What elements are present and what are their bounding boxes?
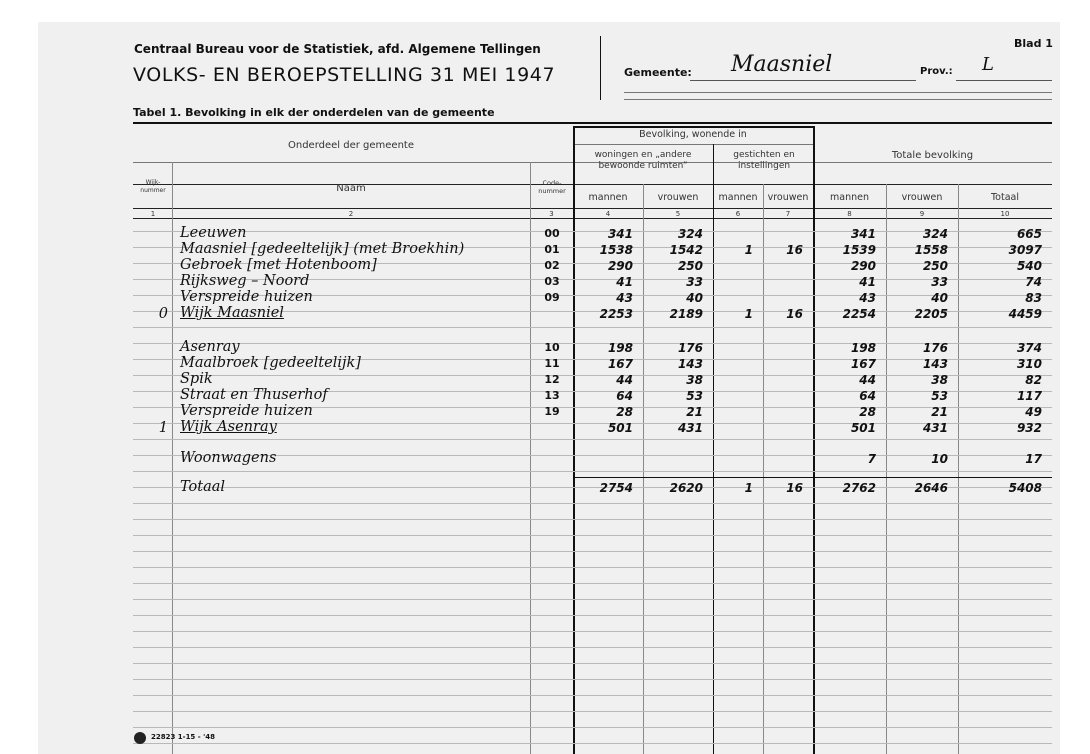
cell-wm: 2253 bbox=[599, 307, 633, 321]
cell-tt: 49 bbox=[1025, 405, 1042, 419]
colnum-bottom-line bbox=[133, 218, 1052, 219]
cell-naam: Rijksweg – Noord bbox=[180, 273, 310, 289]
cell-tm: 2254 bbox=[842, 307, 876, 321]
header-gv: vrouwen bbox=[767, 192, 809, 203]
vline-naam bbox=[530, 162, 531, 754]
colnum-4: 4 bbox=[605, 210, 611, 218]
gemeente-line bbox=[690, 80, 916, 81]
cell-wm: 64 bbox=[616, 389, 633, 403]
cell-tt: 665 bbox=[1016, 227, 1042, 241]
header-tm: mannen bbox=[830, 192, 869, 203]
cell-tt: 4459 bbox=[1008, 307, 1042, 321]
ruled-line bbox=[133, 599, 1052, 600]
header-wijk: Wijk-nummer bbox=[140, 179, 166, 194]
cell-wv: 2620 bbox=[669, 481, 703, 495]
cell-tv: 10 bbox=[931, 452, 948, 466]
cell-naam: Wijk Maasniel bbox=[180, 305, 284, 321]
colnum-1: 1 bbox=[150, 210, 156, 218]
cell-naam: Leeuwen bbox=[180, 225, 247, 241]
ruled-line bbox=[133, 439, 1052, 440]
cell-naam: Wijk Asenray bbox=[180, 419, 277, 435]
vline-gm bbox=[763, 184, 764, 754]
colnum-2: 2 bbox=[348, 210, 354, 218]
cell-tm: 28 bbox=[859, 405, 876, 419]
cell-tm: 1539 bbox=[842, 243, 876, 257]
cell-wijk: 1 bbox=[158, 420, 168, 436]
cell-wm: 501 bbox=[607, 421, 633, 435]
cell-naam: Maalbroek [gedeeltelijk] bbox=[180, 355, 361, 371]
cell-wv: 38 bbox=[686, 373, 703, 387]
cell-gv: 16 bbox=[786, 243, 803, 257]
ruled-line bbox=[133, 327, 1052, 328]
sheet-label: Blad 1 bbox=[1014, 37, 1053, 50]
cell-wv: 143 bbox=[677, 357, 703, 371]
cell-naam: Verspreide huizen bbox=[180, 403, 313, 419]
colnum-3: 3 bbox=[549, 210, 554, 218]
cell-naam: Maasniel [gedeeltelijk] (met Broekhin) bbox=[180, 241, 465, 257]
cell-code: 19 bbox=[544, 405, 560, 418]
cell-code: 00 bbox=[544, 227, 560, 240]
cell-tv: 21 bbox=[931, 405, 948, 419]
header-code: Code-nummer bbox=[538, 179, 566, 195]
cell-tm: 198 bbox=[850, 341, 876, 355]
publisher-logo-icon bbox=[134, 732, 146, 744]
ruled-line bbox=[133, 679, 1052, 680]
cell-tv: 40 bbox=[931, 291, 948, 305]
ruled-line bbox=[133, 695, 1052, 696]
gemeente-value: Maasniel bbox=[731, 52, 833, 77]
cell-tt: 5408 bbox=[1008, 481, 1042, 495]
ruled-line bbox=[133, 503, 1052, 504]
cell-tm: 167 bbox=[850, 357, 876, 371]
cell-tv: 143 bbox=[922, 357, 948, 371]
cell-gm: 1 bbox=[744, 307, 753, 321]
cell-tm: 43 bbox=[859, 291, 876, 305]
cell-naam: Gebroek [met Hotenboom] bbox=[180, 257, 377, 273]
cell-code: 01 bbox=[544, 243, 560, 256]
gemeente-label: Gemeente: bbox=[624, 66, 692, 79]
cell-gv: 16 bbox=[786, 307, 803, 321]
cell-tv: 431 bbox=[922, 421, 948, 435]
cell-gv: 16 bbox=[786, 481, 803, 495]
cell-naam: Spik bbox=[180, 371, 213, 387]
form-title: VOLKS- EN BEROEPSTELLING 31 MEI 1947 bbox=[133, 64, 556, 86]
cell-tt: 374 bbox=[1016, 341, 1042, 355]
cell-code: 03 bbox=[544, 275, 560, 288]
ruled-line bbox=[133, 583, 1052, 584]
ruled-line bbox=[133, 551, 1052, 552]
cell-tt: 540 bbox=[1016, 259, 1042, 273]
ruled-line bbox=[133, 471, 1052, 472]
ruled-line bbox=[133, 535, 1052, 536]
cell-tm: 341 bbox=[850, 227, 876, 241]
cell-tt: 83 bbox=[1025, 291, 1042, 305]
cell-code: 12 bbox=[544, 373, 560, 386]
colnum-6: 6 bbox=[735, 210, 741, 218]
cell-code: 13 bbox=[544, 389, 560, 402]
cell-gm: 1 bbox=[744, 243, 753, 257]
header-totale: Totale bevolking bbox=[891, 150, 974, 161]
ruled-line bbox=[133, 519, 1052, 520]
colnum-5: 5 bbox=[675, 210, 681, 218]
total-rule-right bbox=[813, 477, 1052, 478]
cell-wm: 290 bbox=[607, 259, 633, 273]
cell-tm: 501 bbox=[850, 421, 876, 435]
cell-tm: 41 bbox=[859, 275, 876, 289]
cell-tv: 176 bbox=[922, 341, 948, 355]
cell-tm: 7 bbox=[867, 452, 876, 466]
cell-wm: 198 bbox=[607, 341, 633, 355]
vline-wijk bbox=[172, 162, 173, 754]
colnum-7: 7 bbox=[785, 210, 791, 218]
cell-code: 11 bbox=[544, 357, 560, 370]
cell-tt: 932 bbox=[1016, 421, 1042, 435]
header-gm: mannen bbox=[718, 192, 758, 203]
cell-wm: 43 bbox=[616, 291, 633, 305]
cell-wijk: 0 bbox=[158, 306, 168, 322]
header-bevolking-wonende: Bevolking, wonende in bbox=[639, 129, 747, 140]
cell-naam: Totaal bbox=[180, 479, 226, 495]
cell-tt: 3097 bbox=[1008, 243, 1042, 257]
header-gestichten: gestichten en instellingen bbox=[733, 150, 795, 171]
header-wm: mannen bbox=[588, 192, 628, 203]
cell-tt: 74 bbox=[1025, 275, 1042, 289]
cell-tv: 53 bbox=[931, 389, 948, 403]
cell-naam: Woonwagens bbox=[180, 450, 277, 466]
cell-wm: 41 bbox=[616, 275, 633, 289]
vline-gv bbox=[813, 126, 815, 754]
total-rule-left bbox=[573, 477, 813, 478]
cell-wv: 176 bbox=[677, 341, 703, 355]
header-woningen: woningen en „andere bewoonde ruimten” bbox=[594, 150, 692, 171]
cell-naam: Verspreide huizen bbox=[180, 289, 313, 305]
colnum-top-line bbox=[133, 208, 1052, 209]
cell-wv: 250 bbox=[677, 259, 703, 273]
cell-wv: 324 bbox=[677, 227, 703, 241]
prov-label: Prov.: bbox=[920, 66, 953, 77]
cell-wv: 40 bbox=[686, 291, 703, 305]
colnum-8: 8 bbox=[847, 210, 852, 218]
header-wv: vrouwen bbox=[657, 192, 699, 203]
header-naam: Naam bbox=[336, 183, 366, 194]
bevolking-top-rule bbox=[573, 126, 813, 128]
cell-tv: 1558 bbox=[914, 243, 948, 257]
cell-tt: 310 bbox=[1016, 357, 1042, 371]
cell-tv: 38 bbox=[931, 373, 948, 387]
cell-tt: 117 bbox=[1016, 389, 1042, 403]
cell-code: 10 bbox=[544, 341, 560, 354]
colnum-9: 9 bbox=[919, 210, 925, 218]
header-divider bbox=[600, 36, 601, 100]
header-tt: Totaal bbox=[990, 192, 1019, 203]
cell-wv: 21 bbox=[686, 405, 703, 419]
cell-wm: 341 bbox=[607, 227, 633, 241]
prov-value: L bbox=[982, 54, 994, 75]
cell-tv: 33 bbox=[931, 275, 948, 289]
cell-naam: Asenray bbox=[180, 339, 240, 355]
ruled-line bbox=[133, 615, 1052, 616]
cell-tm: 290 bbox=[850, 259, 876, 273]
ruled-line bbox=[133, 743, 1052, 744]
ruled-line bbox=[133, 631, 1052, 632]
print-code: 22823 1-15 - '48 bbox=[151, 733, 215, 741]
cell-tm: 64 bbox=[859, 389, 876, 403]
cell-tv: 250 bbox=[922, 259, 948, 273]
ruled-line bbox=[133, 711, 1052, 712]
cell-code: 02 bbox=[544, 259, 560, 272]
cell-tt: 82 bbox=[1025, 373, 1042, 387]
cell-tt: 17 bbox=[1025, 452, 1042, 466]
header-onderdeel: Onderdeel der gemeente bbox=[287, 140, 414, 151]
table-caption: Tabel 1. Bevolking in elk der onderdelen van de gemeente bbox=[133, 106, 495, 119]
cell-wm: 167 bbox=[607, 357, 633, 371]
cell-wm: 44 bbox=[616, 373, 633, 387]
bureau-name: Centraal Bureau voor de Statistiek, afd. Algemene Tellingen bbox=[134, 42, 541, 56]
cell-wv: 33 bbox=[686, 275, 703, 289]
header-line-2 bbox=[624, 99, 1052, 100]
cell-naam: Straat en Thuserhof bbox=[180, 387, 328, 403]
cell-wm: 1538 bbox=[599, 243, 633, 257]
cell-gm: 1 bbox=[744, 481, 753, 495]
prov-line bbox=[956, 80, 1052, 81]
cell-wv: 431 bbox=[677, 421, 703, 435]
cell-tv: 2205 bbox=[914, 307, 948, 321]
cell-tm: 2762 bbox=[842, 481, 876, 495]
ruled-line bbox=[133, 567, 1052, 568]
ruled-line bbox=[133, 647, 1052, 648]
cell-tm: 44 bbox=[859, 373, 876, 387]
header-line-1 bbox=[624, 92, 1052, 93]
header-tv: vrouwen bbox=[901, 192, 943, 203]
colnum-10: 10 bbox=[1000, 210, 1010, 218]
caption-rule bbox=[133, 122, 1052, 124]
cell-code: 09 bbox=[544, 291, 560, 304]
cell-wv: 1542 bbox=[669, 243, 703, 257]
cell-wv: 53 bbox=[686, 389, 703, 403]
bevolking-sub-line bbox=[573, 144, 813, 145]
vline-code bbox=[573, 126, 575, 754]
cell-tv: 324 bbox=[922, 227, 948, 241]
ruled-line bbox=[133, 663, 1052, 664]
cell-wm: 28 bbox=[616, 405, 633, 419]
cell-wv: 2189 bbox=[669, 307, 703, 321]
ruled-line bbox=[133, 727, 1052, 728]
census-form-sheet bbox=[38, 22, 1060, 754]
cell-wm: 2754 bbox=[599, 481, 633, 495]
cell-tv: 2646 bbox=[914, 481, 948, 495]
